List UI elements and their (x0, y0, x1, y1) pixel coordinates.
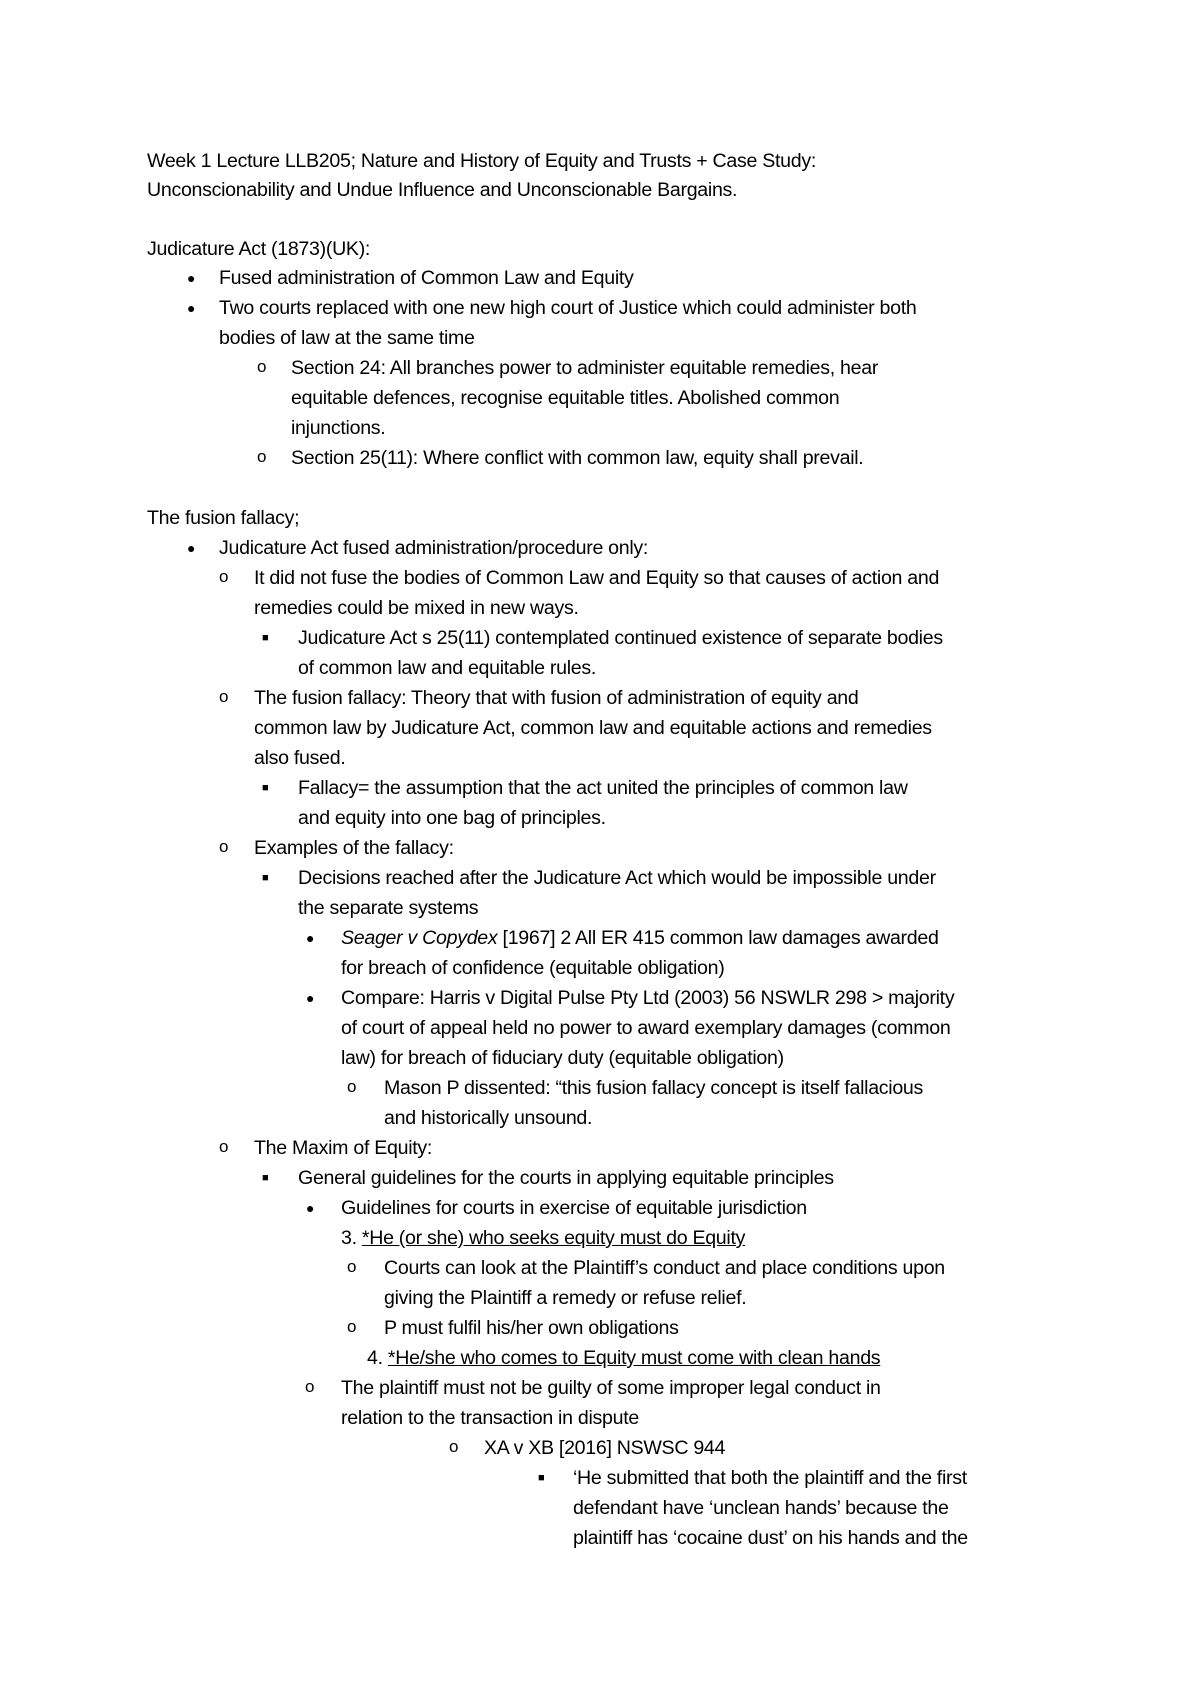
circle-bullet-icon: o (219, 567, 229, 586)
section-heading: The fusion fallacy; (147, 507, 300, 529)
list-item-continuation: also fused. (254, 747, 346, 769)
list-item-continuation: bodies of law at the same time (219, 327, 475, 349)
bullet-icon: ● (306, 990, 315, 1006)
doc-title-line: Week 1 Lecture LLB205; Nature and History of Equity and Trusts + Case Study: (147, 150, 816, 172)
square-bullet-icon: ■ (538, 1472, 545, 1484)
list-item: Compare: Harris v Digital Pulse Pty Ltd (2003) 56 NSWLR 298 > majority (341, 987, 955, 1009)
list-item: P must fulfil his/her own obligations (384, 1317, 679, 1339)
list-item: Judicature Act s 25(11) contemplated continued existence of separate bodies (298, 627, 943, 649)
list-item: Judicature Act fused administration/procedure only: (219, 537, 649, 559)
square-bullet-icon: ■ (262, 1172, 269, 1184)
section-heading: Judicature Act (1873)(UK): (147, 238, 371, 260)
maxim-number: 3. (341, 1227, 362, 1249)
maxim-text: *He (or she) who seeks equity must do Equity (361, 1227, 746, 1249)
list-item: The plaintiff must not be guilty of some improper legal conduct in (341, 1377, 881, 1399)
list-item: ‘He submitted that both the plaintiff and the first (573, 1467, 967, 1489)
circle-bullet-icon: o (347, 1257, 357, 1276)
bullet-icon: ● (187, 540, 196, 556)
list-item-continuation: and historically unsound. (384, 1107, 593, 1129)
bullet-icon: ● (187, 270, 196, 286)
list-item: General guidelines for the courts in applying equitable principles (298, 1167, 834, 1189)
list-item-continuation: and equity into one bag of principles. (298, 807, 606, 829)
list-item-continuation: law) for breach of fiduciary duty (equitable obligation) (341, 1047, 784, 1069)
square-bullet-icon: ■ (262, 632, 269, 644)
case-name: Seager v Copydex (341, 927, 498, 949)
list-item: Courts can look at the Plaintiff’s conduct and place conditions upon (384, 1257, 945, 1279)
circle-bullet-icon: o (347, 1077, 357, 1096)
bullet-icon: ● (306, 1200, 315, 1216)
list-item-continuation: common law by Judicature Act, common law and equitable actions and remedies (254, 717, 932, 739)
list-item: Guidelines for courts in exercise of equitable jurisdiction (341, 1197, 807, 1219)
list-item-continuation: plaintiff has ‘cocaine dust’ on his hands and the (573, 1527, 968, 1549)
list-item: Section 25(11): Where conflict with common law, equity shall prevail. (291, 447, 864, 469)
maxim-heading (367, 1349, 880, 1369)
list-item-continuation: the separate systems (298, 897, 479, 919)
list-item-continuation: of court of appeal held no power to award exemplary damages (common (341, 1017, 951, 1039)
square-bullet-icon: ■ (262, 782, 269, 794)
circle-bullet-icon: o (449, 1437, 459, 1456)
circle-bullet-icon: o (305, 1377, 315, 1396)
list-item: Fused administration of Common Law and Equity (219, 267, 634, 289)
list-item: Mason P dissented: “this fusion fallacy concept is itself fallacious (384, 1077, 924, 1099)
doc-title-line: Unconscionability and Undue Influence and Unconscionable Bargains. (147, 179, 738, 201)
list-item: The Maxim of Equity: (254, 1137, 433, 1159)
bullet-icon: ● (187, 300, 196, 316)
list-item-continuation: remedies could be mixed in new ways. (254, 597, 579, 619)
case-citation: [1967] 2 All ER 415 common law damages awarded (497, 927, 939, 949)
list-item-continuation: injunctions. (291, 417, 386, 439)
circle-bullet-icon: o (347, 1317, 357, 1336)
list-item-continuation: giving the Plaintiff a remedy or refuse relief. (384, 1287, 747, 1309)
list-item: It did not fuse the bodies of Common Law and Equity so that causes of action and (254, 567, 940, 589)
maxim-heading (341, 1229, 745, 1249)
list-item: The fusion fallacy: Theory that with fusion of administration of equity and (254, 687, 859, 709)
maxim-number: 4. (367, 1347, 388, 1369)
circle-bullet-icon: o (219, 1137, 229, 1156)
maxim-text: *He/she who comes to Equity must come with clean hands (387, 1347, 881, 1369)
case-reference: XA v XB [2016] NSWSC 944 (484, 1437, 726, 1459)
circle-bullet-icon: o (219, 687, 229, 706)
list-item-continuation: defendant have ‘unclean hands’ because the (573, 1497, 949, 1519)
list-item: Fallacy= the assumption that the act united the principles of common law (298, 777, 908, 799)
list-item-continuation: relation to the transaction in dispute (341, 1407, 639, 1429)
list-item-continuation: equitable defences, recognise equitable titles. Abolished common (291, 387, 840, 409)
list-item: Two courts replaced with one new high court of Justice which could administer both (219, 297, 917, 319)
bullet-icon: ● (306, 930, 315, 946)
list-item-continuation: of common law and equitable rules. (298, 657, 597, 679)
circle-bullet-icon: o (219, 837, 229, 856)
list-item: Decisions reached after the Judicature Act which would be impossible under (298, 867, 936, 889)
list-item: Section 24: All branches power to administer equitable remedies, hear (291, 357, 879, 379)
list-item: Examples of the fallacy: (254, 837, 454, 859)
square-bullet-icon: ■ (262, 872, 269, 884)
list-item-continuation: for breach of confidence (equitable obligation) (341, 957, 725, 979)
list-item (341, 929, 939, 949)
circle-bullet-icon: o (257, 357, 267, 376)
circle-bullet-icon: o (257, 447, 267, 466)
